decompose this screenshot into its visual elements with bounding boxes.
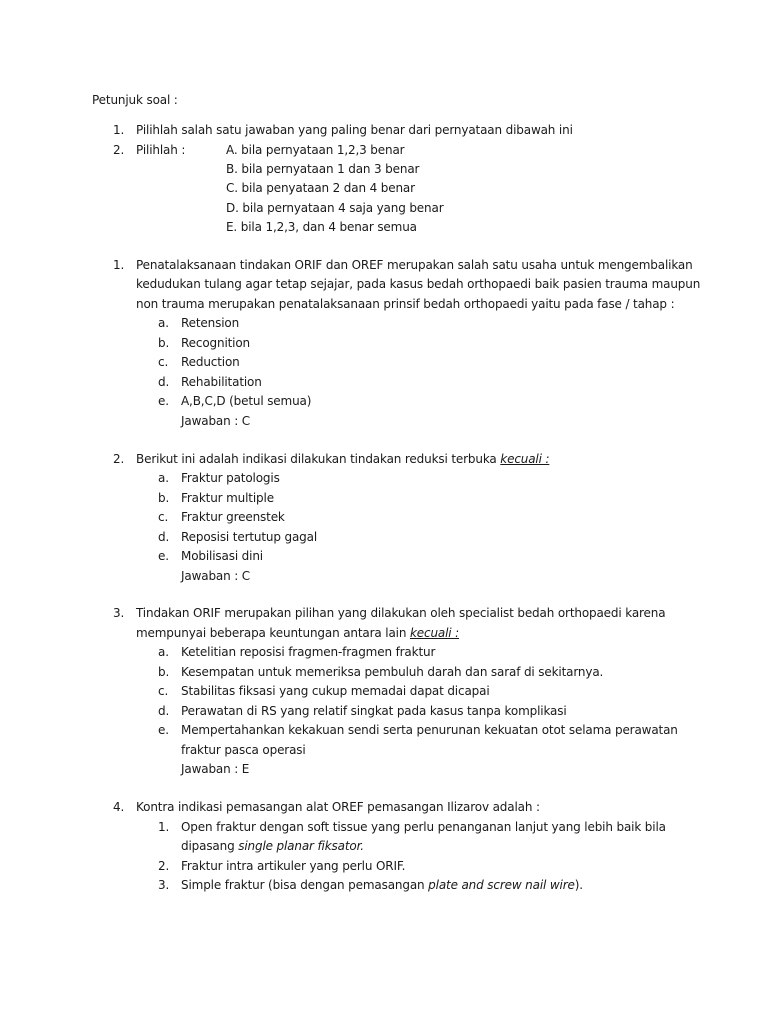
option-text: Perawatan di RS yang relatif singkat pada kasus tanpa komplikasi (181, 704, 567, 718)
item-number: 1. (158, 820, 170, 834)
option-text: Fraktur multiple (181, 491, 274, 505)
question-number: 3. (113, 606, 125, 620)
choice-key-item: C. bila penyataan 2 dan 4 benar (226, 181, 415, 195)
choice-key-item: A. bila pernyataan 1,2,3 benar (226, 143, 405, 157)
question-number: 2. (113, 452, 125, 466)
item-text-continued: dipasang single planar fiksator. (181, 839, 364, 853)
kecuali-emphasis: kecuali : (409, 626, 460, 640)
option-letter: c. (158, 684, 169, 698)
question-text: Tindakan ORIF merupakan pilihan yang dilakukan oleh specialist bedah orthopaedi karena (136, 606, 666, 620)
option-text: Stabilitas fiksasi yang cukup memadai dapat dicapai (181, 684, 490, 698)
question-text: kedudukan tulang agar tetap sejajar, pada kasus bedah orthopaedi baik pasien trauma maupun (136, 277, 701, 291)
option-text: Rehabilitation (181, 375, 262, 389)
option-letter: a. (158, 316, 169, 330)
choice-key-item: D. bila pernyataan 4 saja yang benar (226, 201, 444, 215)
option-text: Reduction (181, 355, 240, 369)
option-text: Reposisi tertutup gagal (181, 530, 318, 544)
option-letter: b. (158, 665, 170, 679)
item-text: Fraktur intra artikuler yang perlu ORIF. (181, 859, 406, 873)
question-text: mempunyai beberapa keuntungan antara lain kecuali : (136, 626, 460, 640)
choice-key-item: B. bila pernyataan 1 dan 3 benar (226, 162, 420, 176)
option-text: Kesempatan untuk memeriksa pembuluh darah dan saraf di sekitarnya. (181, 665, 604, 679)
question-text: Penatalaksanaan tindakan ORIF dan OREF merupakan salah satu usaha untuk mengembalikan (136, 258, 693, 272)
answer-key: Jawaban : C (181, 414, 251, 428)
question-text: Berikut ini adalah indikasi dilakukan tindakan reduksi terbuka kecuali : (136, 452, 550, 466)
option-text: Fraktur greenstek (181, 510, 285, 524)
option-letter: c. (158, 355, 169, 369)
option-text: Mempertahankan kekakuan sendi serta penurunan kekuatan otot selama perawatan (181, 723, 678, 737)
instruction-number: 1. (113, 123, 125, 137)
option-letter: e. (158, 549, 169, 563)
option-text-continued: fraktur pasca operasi (181, 743, 306, 757)
choice-key-item: E. bila 1,2,3, dan 4 benar semua (226, 220, 417, 234)
instruction-number: 2. (113, 143, 125, 157)
option-letter: e. (158, 394, 169, 408)
option-letter: c. (158, 510, 169, 524)
option-letter: b. (158, 491, 170, 505)
question-number: 1. (113, 258, 125, 272)
question-text: non trauma merupakan penatalaksanaan prinsif bedah orthopaedi yaitu pada fase / tahap : (136, 297, 675, 311)
option-letter: e. (158, 723, 169, 737)
option-text: Recognition (181, 336, 251, 350)
option-text: A,B,C,D (betul semua) (181, 394, 312, 408)
option-text: Retension (181, 316, 240, 330)
option-letter: d. (158, 530, 170, 544)
instruction-text: Pilihlah : (136, 143, 186, 157)
answer-key: Jawaban : E (181, 762, 250, 776)
page-title: Petunjuk soal : (92, 93, 178, 107)
option-letter: d. (158, 375, 170, 389)
item-number: 3. (158, 878, 170, 892)
instruction-text: Pilihlah salah satu jawaban yang paling benar dari pernyataan dibawah ini (136, 123, 573, 137)
question-number: 4. (113, 800, 125, 814)
answer-key: Jawaban : C (181, 569, 251, 583)
option-letter: b. (158, 336, 170, 350)
question-text: Kontra indikasi pemasangan alat OREF pemasangan Ilizarov adalah : (136, 800, 540, 814)
item-number: 2. (158, 859, 170, 873)
item-text: Simple fraktur (bisa dengan pemasangan plate and screw nail wire). (181, 878, 583, 892)
option-text: Fraktur patologis (181, 471, 280, 485)
kecuali-emphasis: kecuali : (500, 452, 550, 466)
option-text: Ketelitian reposisi fragmen-fragmen fraktur (181, 645, 436, 659)
item-text: Open fraktur dengan soft tissue yang perlu penanganan lanjut yang lebih baik bila (181, 820, 666, 834)
option-letter: d. (158, 704, 170, 718)
option-letter: a. (158, 645, 169, 659)
option-letter: a. (158, 471, 169, 485)
option-text: Mobilisasi dini (181, 549, 263, 563)
